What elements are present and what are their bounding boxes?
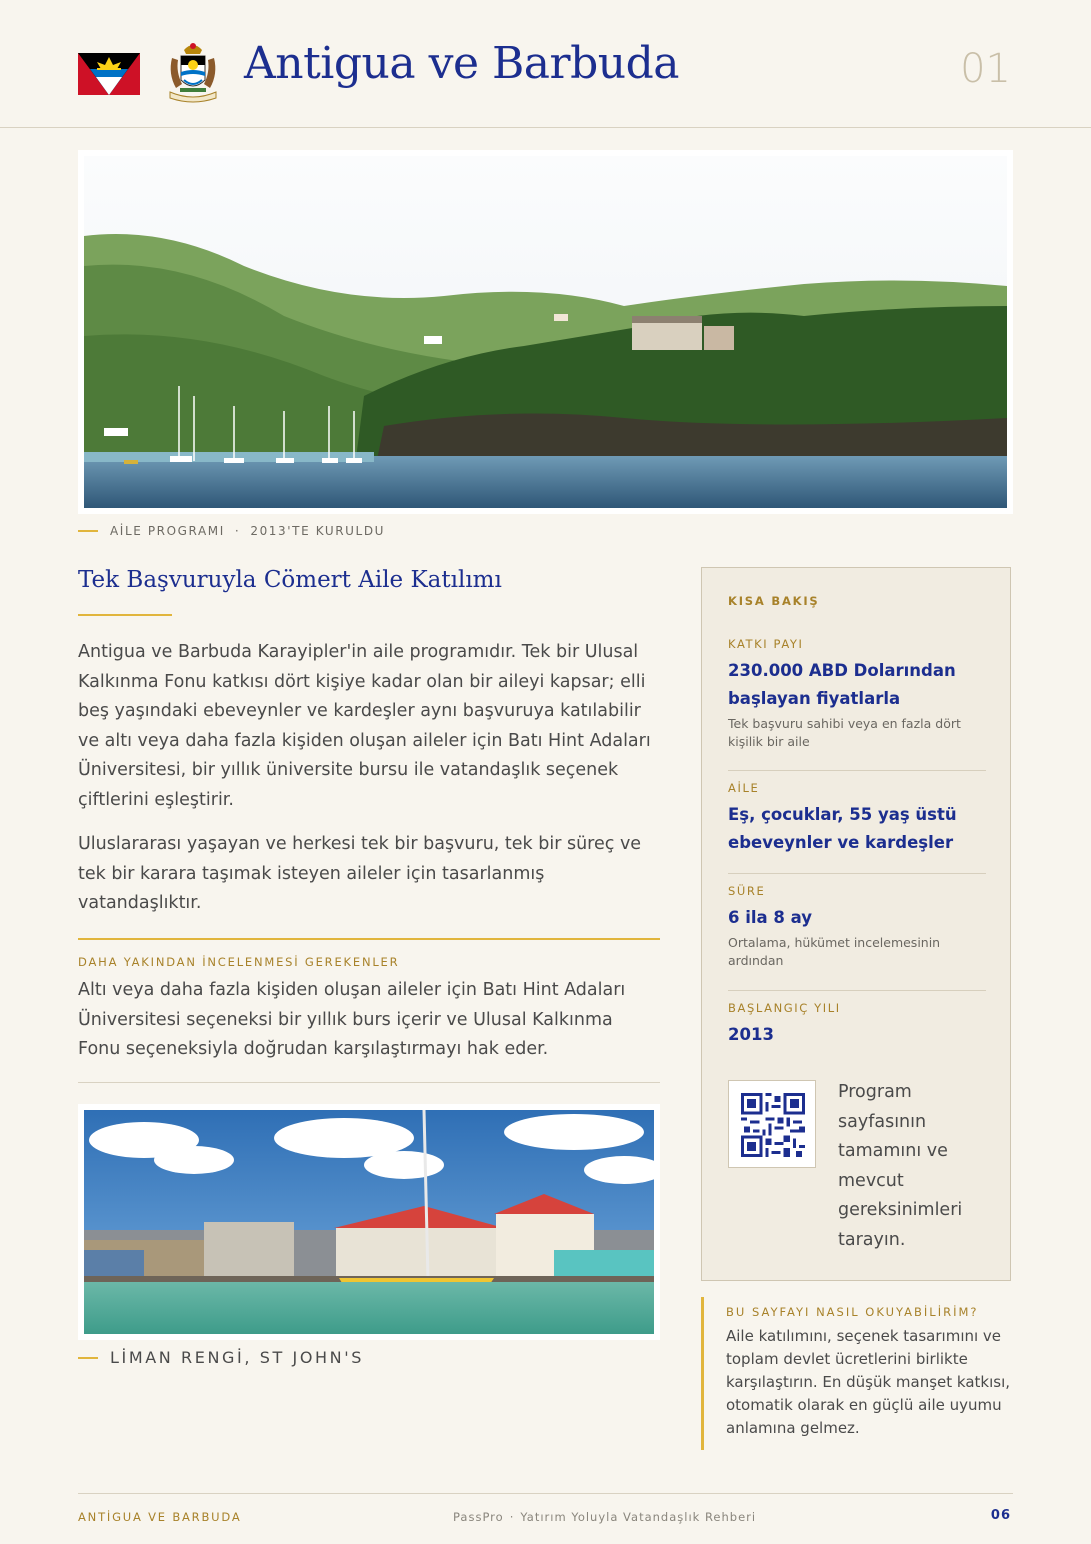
fact-divider: [728, 990, 986, 991]
photo-caption: [78, 1348, 364, 1367]
page-title: Antigua ve Barbuda: [244, 38, 679, 89]
st-johns-harbour-photo: [84, 1110, 654, 1334]
at-a-glance-panel: [701, 567, 1011, 1281]
fact-value: 2013: [728, 1025, 774, 1044]
footer-publication: PassPro · Yatırım Yoluyla Vatandaşlık Rehberi: [453, 1510, 757, 1524]
chapter-number: 01: [960, 46, 1011, 92]
program-eyebrow: AİLE PROGRAMI · 2013'TE KURULDU: [78, 524, 385, 538]
section-title: Tek Başvuruyla Cömert Aile Katılımı: [78, 567, 502, 593]
audience-paragraph: Uluslararası yaşayan ve herkesi tek bir başvuru, tek bir süreç ve tek bir karara taşımak isteyen aileler için tasarlanmış vatandaşlıktır.: [78, 834, 642, 913]
fact-contribution: [728, 637, 986, 751]
fact-start-year: [728, 1001, 986, 1049]
fact-note: Ortalama, hükümet incelemesinin ardından: [728, 935, 941, 968]
fact-note: Tek başvuru sahibi veya en fazla dört kişilik bir aile: [728, 716, 961, 749]
footer-brand: PassPro: [453, 1510, 504, 1524]
intro-paragraph: Antigua ve Barbuda Karayipler'in aile programıdır. Tek bir Ulusal Kalkınma Fonu katkısı dört kişiye kadar olan bir aileyi kapsar; elli beş yaşındaki ebeveynler ve kardeşler aynı başvuruya katılabilir ve altı veya daha fazla kişiden oluşan aileler için Batı Hint Adaları Üniversitesi, bir yıllık üniversite bursu ile vatandaşlık seçenek çiftlerini eşleştirir.: [78, 642, 651, 810]
title-underline: [78, 614, 172, 616]
antigua-flag-icon: [78, 53, 140, 95]
fact-divider: [728, 873, 986, 874]
callout-label: DAHA YAKINDAN İNCELENMESİ GEREKENLER: [78, 955, 400, 969]
photo-caption-text: LİMAN RENGİ, ST JOHN'S: [110, 1348, 365, 1367]
footer-divider: [78, 1493, 1013, 1494]
program-founded: 2013'TE KURULDU: [250, 524, 386, 538]
page-number: 06: [990, 1508, 1011, 1523]
gold-dash-icon: [78, 1357, 98, 1359]
fact-family: [728, 781, 986, 857]
harbour-photo-frame: [78, 1104, 660, 1340]
page-header: [0, 0, 1091, 128]
qr-code-icon: [741, 1093, 805, 1157]
fact-value: 6 ila 8 ay: [728, 908, 813, 927]
fact-label: KATKI PAYI: [728, 637, 804, 651]
panel-heading: KISA BAKIŞ: [728, 594, 820, 608]
callout-text: Altı veya daha fazla kişiden oluşan aileler için Batı Hint Adaları Üniversitesi seçeneksi bir yıllık burs içerir ve Ulusal Kalkınma Fonu seçeneksiyla doğrudan karşılaştırmayı hak eder.: [78, 980, 626, 1059]
reading-guide-text: Aile katılımını, seçenek tasarımını ve toplam devlet ücretlerini birlikte karşılaştırın. En düşük manşet katkısı, otomatik olarak en güçlü aile uyumu anlamına gelmez.: [726, 1327, 1011, 1437]
fact-label: SÜRE: [728, 884, 766, 898]
reading-guide-label: BU SAYFAYI NASIL OKUYABİLİRİM?: [726, 1305, 979, 1319]
reading-guide: [701, 1297, 1013, 1450]
callout-divider: [78, 938, 660, 940]
fact-duration: [728, 884, 986, 970]
qr-code[interactable]: [728, 1080, 816, 1168]
fact-label: BAŞLANGIÇ YILI: [728, 1001, 841, 1015]
footer-country: ANTİGUA VE BARBUDA: [78, 1510, 242, 1524]
fact-value: Eş, çocuklar, 55 yaş üstü ebeveynler ve kardeşler: [728, 805, 957, 852]
qr-instruction: Program sayfasının tamamını ve mevcut gereksinimleri tarayın.: [838, 1082, 963, 1250]
section-divider: [78, 1082, 660, 1083]
footer-guide-title: Yatırım Yoluyla Vatandaşlık Rehberi: [520, 1510, 757, 1524]
program-type: AİLE PROGRAMI: [110, 524, 225, 538]
fact-label: AİLE: [728, 781, 760, 795]
hero-photo-frame: [78, 150, 1013, 514]
gold-dash-icon: [78, 530, 98, 532]
harbour-landscape-photo: [84, 156, 1007, 508]
coat-of-arms-icon: [162, 40, 224, 108]
fact-divider: [728, 770, 986, 771]
fact-value: 230.000 ABD Dolarından başlayan fiyatlarla: [728, 661, 956, 708]
